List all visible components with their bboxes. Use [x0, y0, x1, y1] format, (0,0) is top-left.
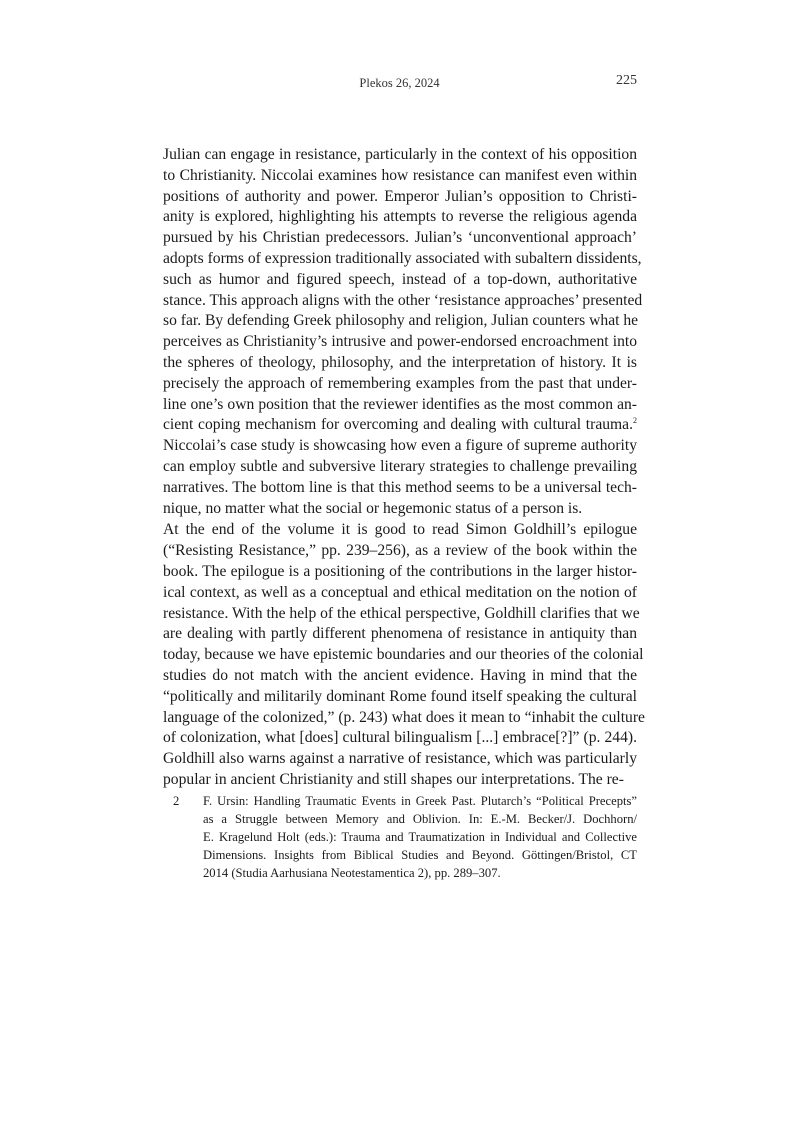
line-text: nique, no matter what the social or hegemonic status of a person is.	[163, 499, 583, 517]
text-line	[163, 728, 637, 749]
text-line	[163, 708, 645, 729]
line-text: Niccolai’s case study is showcasing how even a figure of supreme authority	[163, 437, 637, 455]
line-text: line one’s own position that the reviewer identifies as the most common an-	[163, 395, 637, 413]
line-text: At the end of the volume it is good to read Simon Goldhill’s epilogue	[163, 521, 637, 539]
paragraph	[163, 520, 645, 790]
text-line	[163, 562, 637, 583]
footnote-line: 2014 (Studia Aarhusiana Neotestamentica 2), pp. 289–307.	[203, 866, 501, 880]
text-line	[163, 520, 637, 541]
text-line	[163, 291, 643, 312]
line-text: book. The epilogue is a positioning of the contributions in the larger histor-	[163, 562, 637, 580]
paragraph	[163, 145, 643, 519]
text-line	[163, 749, 637, 770]
text-line	[163, 624, 637, 645]
text-line	[163, 228, 637, 249]
line-text: adopts forms of expression traditionally associated with subaltern dissidents,	[163, 249, 642, 267]
text-line	[163, 270, 637, 291]
line-text: cient coping mechanism for overcoming and dealing with cultural trauma.	[163, 416, 633, 434]
text-line	[163, 395, 637, 416]
line-text: studies do not match with the ancient evidence. Having in mind that the	[163, 666, 637, 684]
footnote	[163, 792, 637, 882]
line-text: (“Resisting Resistance,” pp. 239–256), as a review of the book within the	[163, 542, 637, 560]
line-text: pursued by his Christian predecessors. Julian’s ‘unconventional approach’	[163, 229, 637, 247]
text-line	[163, 187, 637, 208]
line-text: stance. This approach aligns with the other ‘resistance approaches’ presented	[163, 291, 643, 309]
line-text: Goldhill also warns against a narrative of resistance, which was particularly	[163, 750, 637, 768]
line-text: perceives as Christianity’s intrusive and power-endorsed encroachment into	[163, 333, 637, 351]
footnote-line: F. Ursin: Handling Traumatic Events in Greek Past. Plutarch’s “Political Precepts”	[203, 794, 637, 808]
line-text: so far. By defending Greek philosophy and religion, Julian counters what he	[163, 312, 639, 330]
text-line	[163, 687, 637, 708]
text-line	[163, 166, 637, 187]
line-text: resistance. With the help of the ethical perspective, Goldhill clarifies that we	[163, 604, 640, 622]
line-text: “politically and militarily dominant Rome found itself speaking the cultural	[163, 687, 637, 705]
line-text: the spheres of theology, philosophy, and the interpretation of history. It is	[163, 353, 637, 371]
text-line	[163, 145, 637, 166]
main-text	[163, 145, 645, 791]
text-line	[163, 499, 637, 520]
line-text: narratives. The bottom line is that this method seems to be a universal tech-	[163, 478, 637, 496]
line-text: are dealing with partly different phenomena of resistance in antiquity than	[163, 625, 637, 643]
footnote-line: E. Kragelund Holt (eds.): Trauma and Traumatization in Individual and Collective	[203, 830, 637, 844]
text-line	[163, 374, 637, 395]
line-text: of colonization, what [does] cultural bilingualism [...] embrace[?]” (p. 244).	[163, 729, 637, 747]
footnote-text	[203, 792, 637, 882]
line-text: such as humor and figured speech, instead of a top-down, authoritative	[163, 270, 637, 288]
text-line	[163, 436, 637, 457]
line-text: precisely the approach of remembering examples from the past that under-	[163, 374, 637, 392]
line-text: ical context, as well as a conceptual and ethical meditation on the notion of	[163, 583, 637, 601]
footnote-line: Dimensions. Insights from Biblical Studies and Beyond. Göttingen/Bristol, CT	[203, 848, 637, 862]
footnote-line: as a Struggle between Memory and Oblivion. In: E.-M. Becker/J. Dochhorn/	[203, 812, 637, 826]
text-line	[163, 478, 637, 499]
text-line	[163, 645, 644, 666]
text-line	[163, 311, 637, 332]
line-text: to Christianity. Niccolai examines how resistance can manifest even within	[163, 166, 637, 184]
line-text: popular in ancient Christianity and still shapes our interpretations. The re-	[163, 770, 624, 788]
page-number: 225	[616, 73, 637, 88]
line-text: anity is explored, highlighting his attempts to reverse the religious agenda	[163, 208, 637, 226]
text-line	[163, 415, 637, 436]
text-line	[163, 353, 637, 374]
text-line	[163, 770, 637, 791]
text-line	[163, 249, 642, 270]
text-line	[163, 604, 640, 625]
line-text: can employ subtle and subversive literary strategies to challenge prevailing	[163, 457, 637, 475]
line-text: Julian can engage in resistance, particularly in the context of his opposition	[163, 146, 637, 163]
text-line	[163, 583, 637, 604]
line-text: language of the colonized,” (p. 243) what does it mean to “inhabit the culture	[163, 708, 645, 726]
line-text: today, because we have epistemic boundaries and our theories of the colonial	[163, 646, 644, 664]
text-line	[163, 457, 637, 478]
running-header: Plekos 26, 2024	[359, 76, 440, 90]
text-line	[163, 666, 637, 687]
text-line	[163, 332, 637, 353]
line-text: positions of authority and power. Emperor Julian’s opposition to Christi-	[163, 187, 637, 205]
footnote-number: 2	[173, 794, 180, 808]
text-line	[163, 541, 637, 562]
text-line	[163, 207, 637, 228]
footnote-reference[interactable]: 2	[633, 416, 637, 426]
